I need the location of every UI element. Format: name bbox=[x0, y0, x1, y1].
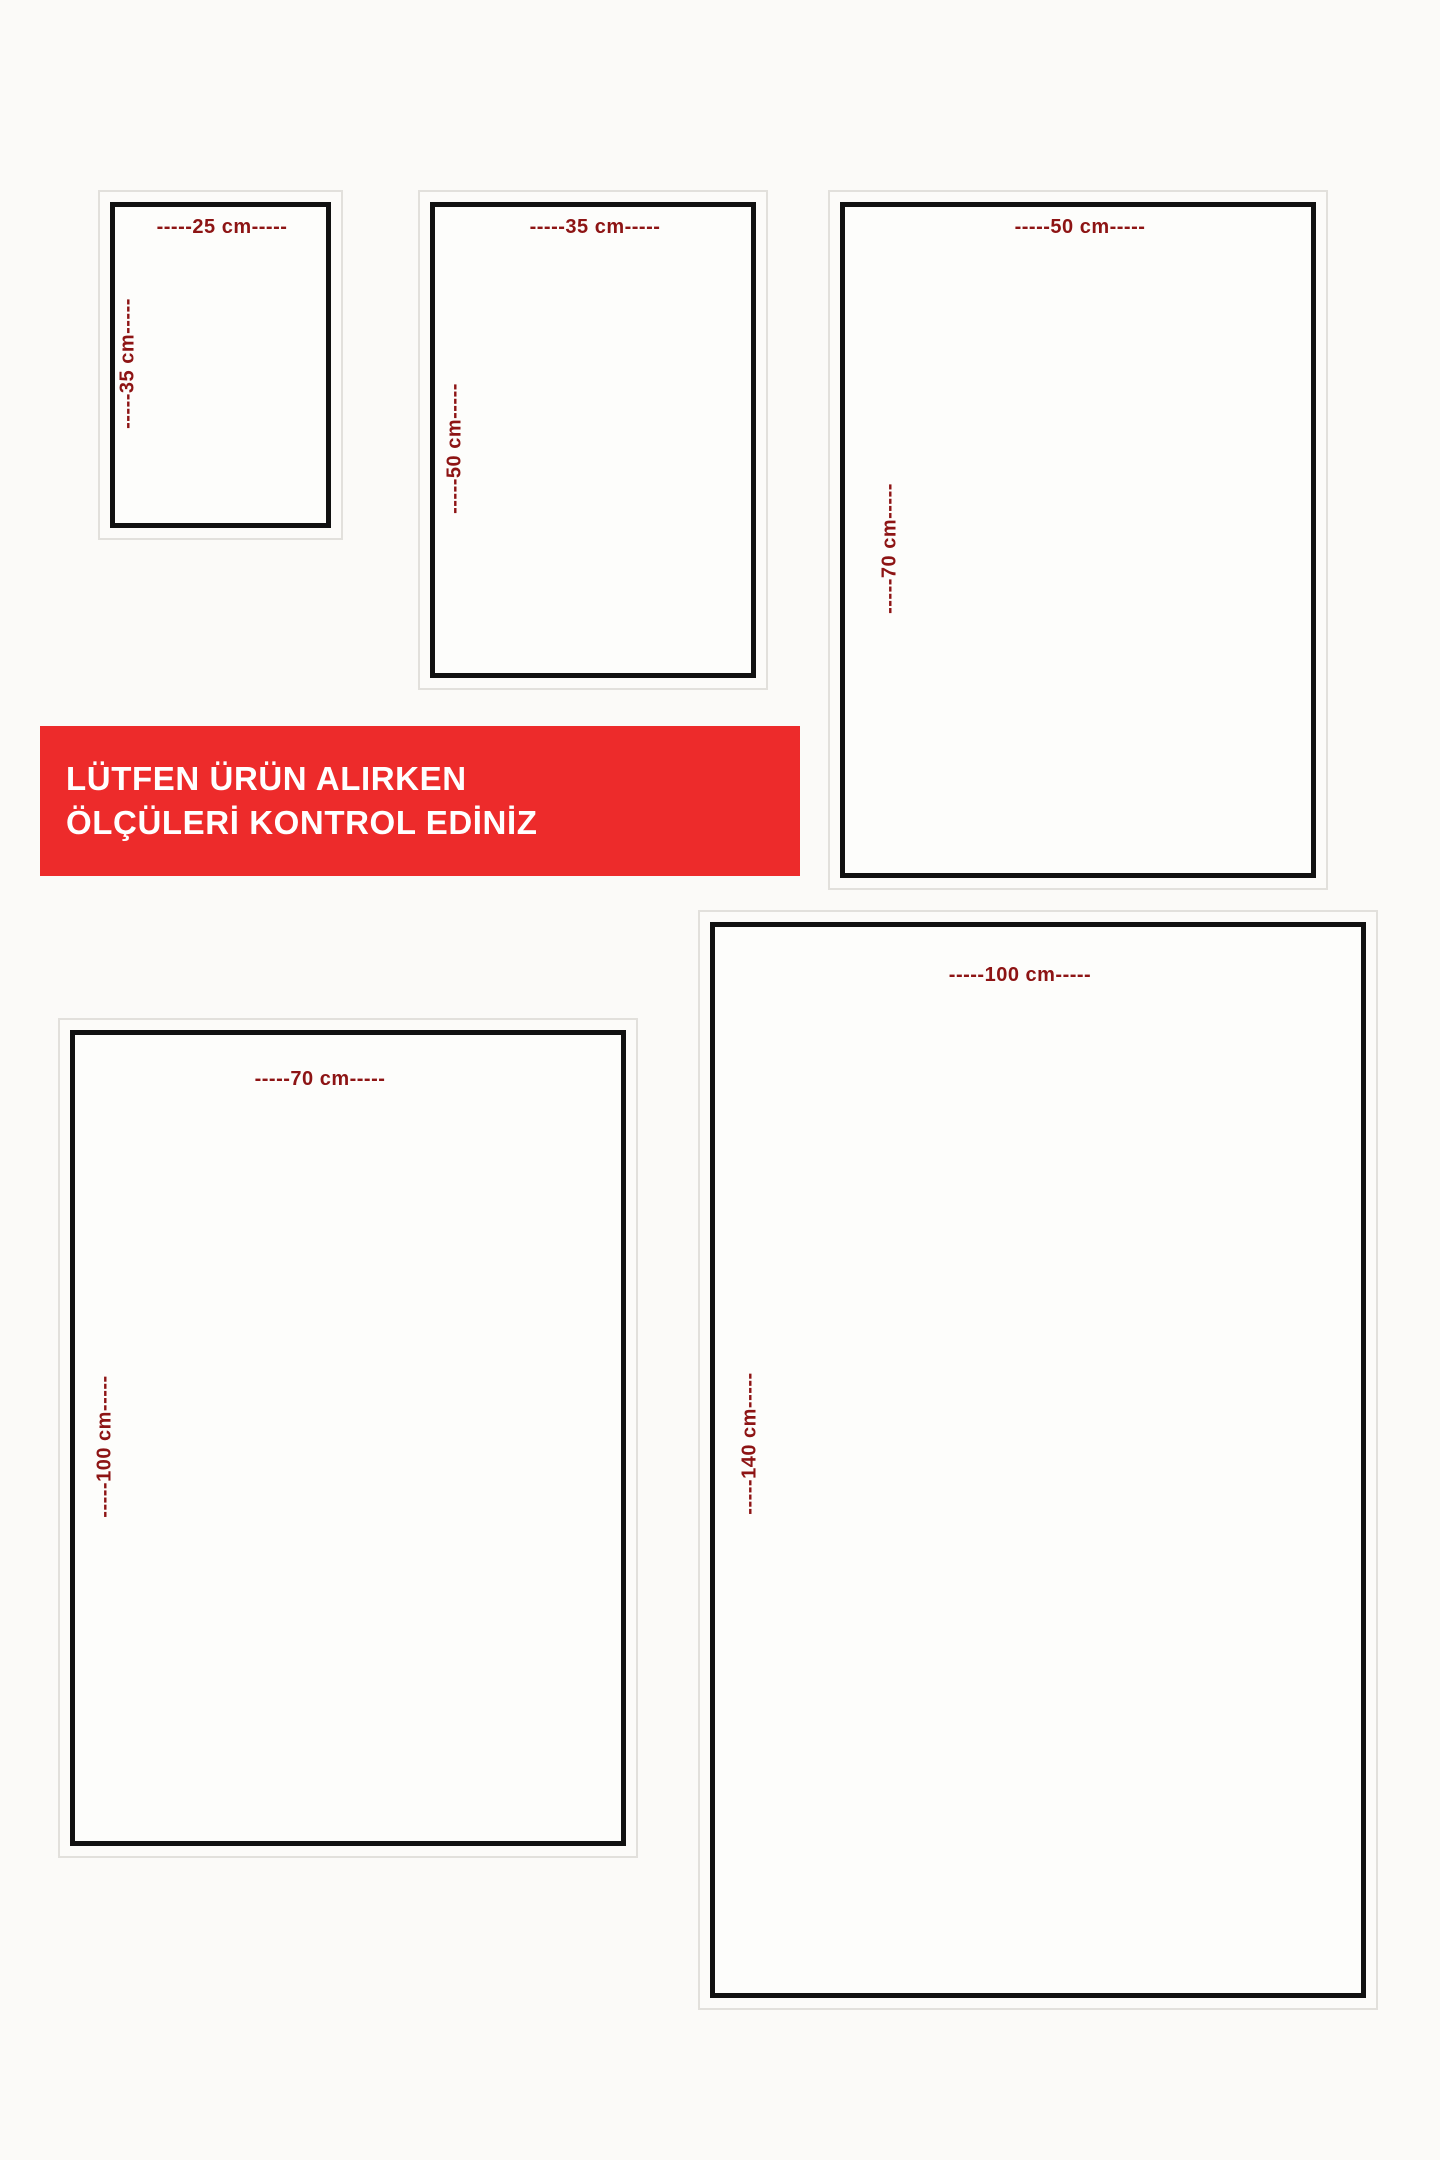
frame-inner bbox=[840, 202, 1316, 878]
frame-25x35 bbox=[98, 190, 343, 540]
frame-100x140 bbox=[698, 910, 1378, 2010]
frame-35x50-height-label: -----50 cm----- bbox=[443, 383, 466, 514]
warning-banner bbox=[40, 726, 800, 876]
frame-35x50-width-label: -----35 cm----- bbox=[529, 216, 661, 238]
frame-25x35-width-label: -----25 cm----- bbox=[156, 216, 288, 238]
frame-inner bbox=[710, 922, 1366, 1998]
frame-50x70-width-label: -----50 cm----- bbox=[1014, 216, 1146, 238]
frame-100x140-width-label: -----100 cm----- bbox=[948, 964, 1092, 986]
frame-50x70-height-label: -----70 cm----- bbox=[878, 483, 901, 614]
frame-70x100-width-label: -----70 cm----- bbox=[254, 1068, 386, 1090]
frame-50x70 bbox=[828, 190, 1328, 890]
frame-35x50 bbox=[418, 190, 768, 690]
frame-100x140-height-label: -----140 cm----- bbox=[738, 1372, 761, 1515]
warning-banner-line-2: ÖLÇÜLERİ KONTROL EDİNİZ bbox=[66, 804, 538, 841]
frame-inner bbox=[430, 202, 756, 678]
warning-banner-line-1: LÜTFEN ÜRÜN ALIRKEN bbox=[66, 760, 467, 798]
frame-70x100 bbox=[58, 1018, 638, 1858]
frame-25x35-height-label: -----35 cm----- bbox=[116, 298, 139, 429]
frame-inner bbox=[110, 202, 331, 528]
frame-70x100-height-label: -----100 cm----- bbox=[93, 1375, 116, 1518]
frame-inner bbox=[70, 1030, 626, 1846]
